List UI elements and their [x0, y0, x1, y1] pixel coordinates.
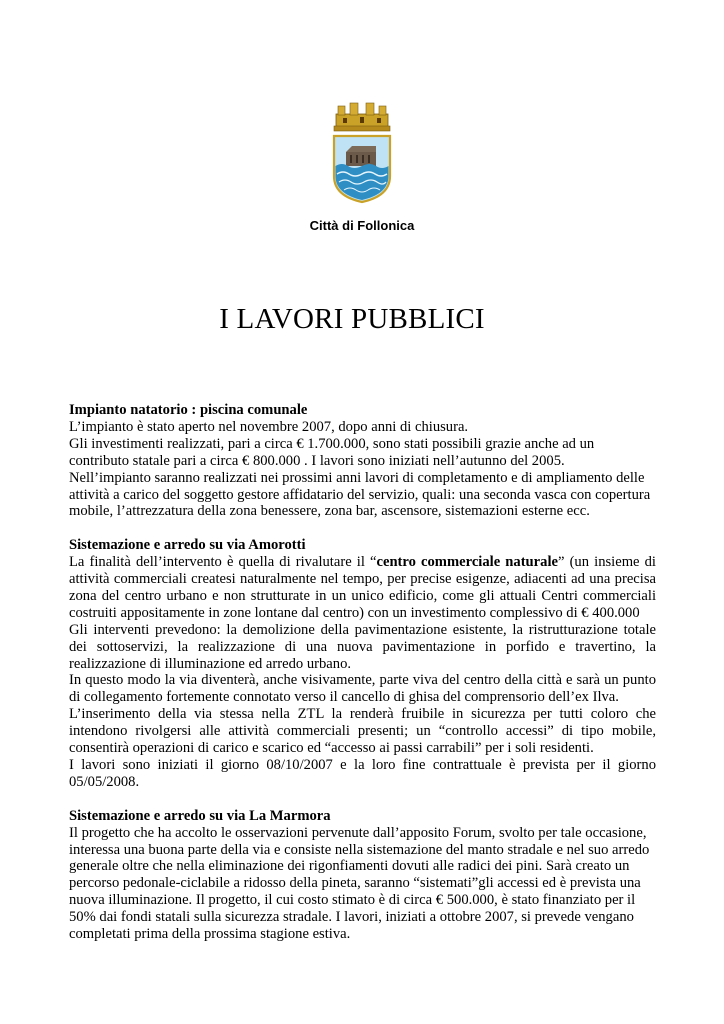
- paragraph: Gli interventi prevedono: la demolizione della pavimentazione esistente, la ristrutturazione totale dei sottoservizi, la realizzazione di una nuova pavimentazione in porfido e travertino, la realizzazione di illuminazione ed arredo urbano.: [69, 621, 656, 672]
- section-heading: Sistemazione e arredo su via La Marmora: [69, 807, 331, 824]
- city-name: Città di Follonica: [309, 218, 415, 233]
- paragraph: Il progetto che ha accolto le osservazioni pervenute dall’apposito Forum, svolto per tale occasione, interessa una buona parte della via e consiste nella sistemazione del manto stradale e nel suo arredo generale oltre che nella eliminazione dei rigonfiamenti dovuti alle radici dei pini. Sarà creato un percorso pedonale-ciclabile a ridosso della pineta, saranno “sistemati”gli accessi ed è prevista una nuova illuminazione. Il progetto, il cui costo stimato è di circa € 500.000, è stato finanziato per il 50% dai fondi statali sulla sicurezza stradale. I lavori, iniziati a ottobre 2007, si prevede vengano completati prima della prossima stagione estiva.: [69, 824, 650, 943]
- paragraph: [69, 554, 656, 622]
- paragraph: In questo modo la via diventerà, anche visivamente, parte viva del centro della città e sarà un punto di collegamento fortemente connotato verso il cancello di ghisa del comprensorio dell’ex Ilva.: [69, 672, 656, 706]
- section-via-la-marmora: [69, 808, 656, 943]
- paragraph-text: La finalità dell’intervento è quella di rivalutare il “: [69, 554, 377, 571]
- section-via-amorotti: [69, 537, 656, 791]
- paragraph: L’impianto è stato aperto nel novembre 2007, dopo anni di chiusura.: [69, 418, 469, 435]
- emphasis-text: centro commerciale naturale: [376, 554, 558, 571]
- paragraph: I lavori sono iniziati il giorno 08/10/2007 e la loro fine contrattuale è prevista per il giorno 05/05/2008.: [69, 757, 656, 790]
- paragraph-text: ” (un insieme di attività commerciali createsi naturalmente nel tempo, per precise esigenze, adiacenti ad una precisa zona del centro urbano e non strutturate in un unico edificio, come gli attuali Centri commerciali costruiti appositamente in zone lontane dal centro) con un investimento complessivo di € 400.000: [69, 554, 656, 621]
- paragraph: Gli investimenti realizzati, pari a circa € 1.700.000, sono stati possibili grazie anche ad un contributo statale pari a circa € 800.000 . I lavori sono iniziati nell’autunno del 2005.: [69, 435, 595, 469]
- section-heading: Impianto natatorio : piscina comunale: [69, 402, 308, 418]
- paragraph: L’inserimento della via stessa nella ZTL la renderà fruibile in sicurezza per tutti coloro che intendono rivolgersi alle attività commerciali presenti; un “controllo accessi” di tipo mobile, consentirà operazioni di carico e scarico ed “accesso ai passi carrabili” per i soli residenti.: [69, 706, 656, 757]
- document-body: [69, 402, 656, 960]
- follonica-coat-of-arms-icon: [328, 100, 396, 204]
- section-heading: Sistemazione e arredo su via Amorotti: [69, 537, 306, 554]
- page-title: [0, 303, 704, 336]
- page-title-text: I LAVORI PUBBLICI: [219, 303, 485, 335]
- paragraph: Nell’impianto saranno realizzati nei prossimi anni lavori di completamento e di ampliamento delle attività a carico del soggetto gestore affidatario del servizio, quali: una seconda vasca con copertura mobile, l’attrezzatura della zona benessere, zona bar, ascensore, sistemazioni esterne ecc.: [69, 469, 651, 520]
- section-piscina: [69, 402, 656, 520]
